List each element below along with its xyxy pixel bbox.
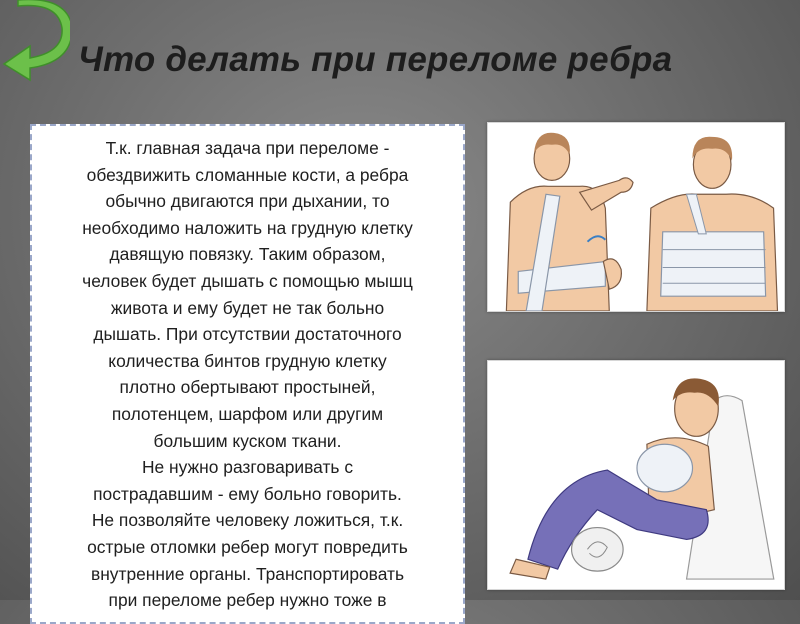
paragraph-line: полотенцем, шарфом или другим [111,403,384,424]
paragraph-line: необходимо наложить на грудную клетку [82,217,413,238]
back-arrow-icon[interactable] [0,0,70,85]
paragraph-line: Не позволяйте человеку ложиться, т.к. [91,510,404,531]
paragraph-line: дышать. При отсутствии достаточного [93,324,402,345]
illustration-chest-bandaging [487,122,785,312]
paragraph-line: обездвижить сломанные кости, а ребра [86,164,409,185]
paragraph-line: пострадавшим - ему больно говорить. [93,483,402,504]
illustration-half-sitting-position [487,360,785,590]
front-view-figure [647,137,778,311]
paragraph-line: при переломе ребер нужно тоже в [108,590,387,611]
paragraph-line: живота и ему будет не так больно [110,297,385,318]
half-sitting-figure [510,378,774,579]
back-view-figure [506,133,633,311]
paragraph-line: плотно обертывают простыней, [119,377,376,398]
paragraph-line: количества бинтов грудную клетку [108,350,387,371]
instruction-text-box [30,124,465,624]
paragraph-line: Т.к. главная задача при переломе - [105,138,390,158]
instruction-paragraph [38,135,457,614]
paragraph-line: давящую повязку. Таким образом, [109,244,386,265]
paragraph-line: человек будет дышать с помощью мышц [82,270,413,291]
paragraph-line: обычно двигаются при дыхании, то [105,191,390,212]
paragraph-line: внутренние органы. Транспортировать [90,563,405,584]
paragraph-line: большим куском ткани. [153,430,342,451]
paragraph-line: Не нужно разговаривать с [141,457,354,478]
slide-title: Что делать при переломе ребра [78,40,673,79]
paragraph-line: острые отломки ребер могут повредить [87,536,408,557]
